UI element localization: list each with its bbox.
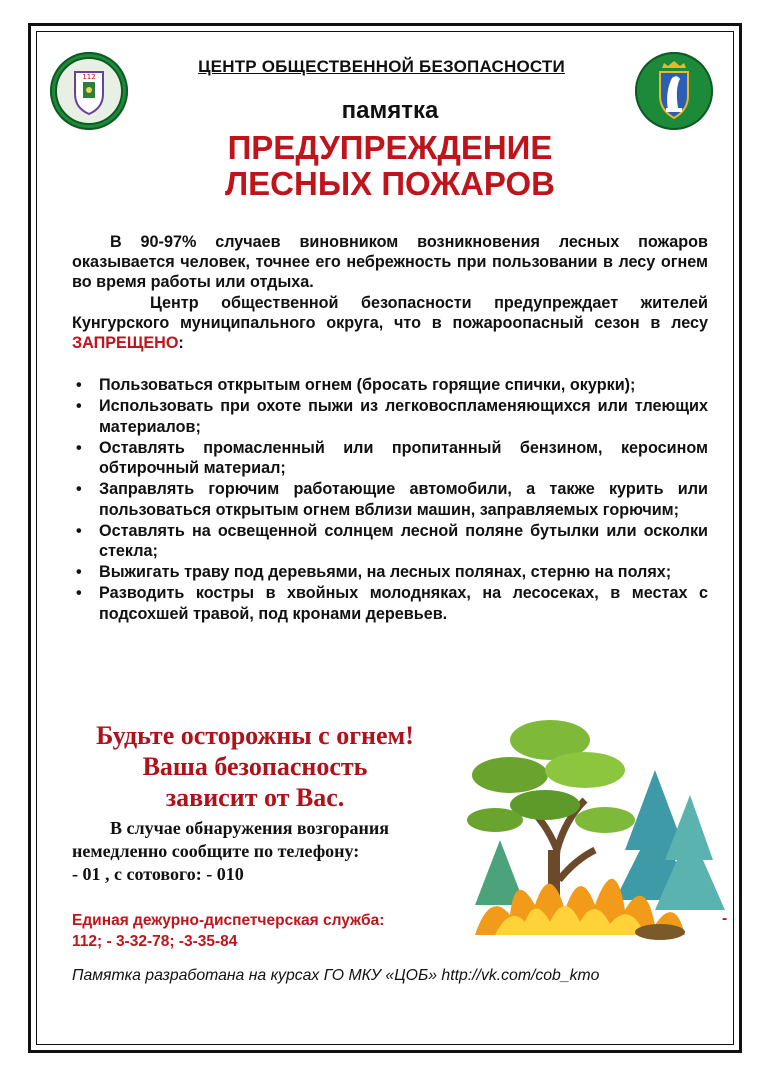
- main-title: [0, 130, 763, 202]
- intro-text: В 90-97% случаев виновником возникновения лесных пожаров оказывается человек, точнее его небрежность при пользовании в лесу огнем во время работы или отдыха.: [72, 233, 708, 291]
- list-item: • Использовать при охоте пыжи из легковоспламеняющихся или тлеющих материалов;: [72, 396, 708, 437]
- caution-line-2: Ваша безопасность: [142, 752, 368, 781]
- list-item: • Пользоваться открытым огнем (бросать горящие спички, окурки);: [72, 375, 708, 396]
- list-item: • Оставлять промасленный или пропитанный бензином, керосином обтирочный материал;: [72, 438, 708, 479]
- list-item: • Заправлять горючим работающие автомобили, а также курить или пользоваться открытым огнем вблизи машин, заправляемых горючим;: [72, 479, 708, 520]
- report-line-1: В случае обнаружения возгорания: [110, 818, 389, 838]
- warning-paragraph: [72, 293, 708, 353]
- memo-label: памятка: [341, 97, 439, 124]
- warning-text: Центр общественной безопасности предупреждает жителей Кунгурского муниципального округа, что в пожароопасный сезон в лесу: [72, 294, 708, 332]
- footer-credit: Памятка разработана на курсах ГО МКУ «ЦОБ» http://vk.com/cob_kmo: [72, 967, 600, 984]
- caution-slogan: [70, 720, 440, 813]
- main-title-line-1: ПРЕДУПРЕЖДЕНИЕ: [227, 129, 553, 166]
- dispatch-service-info: [72, 910, 384, 952]
- intro-paragraph: [72, 232, 708, 292]
- list-item: • Оставлять на освещенной солнцем лесной поляне бутылки или осколки стекла;: [72, 521, 708, 562]
- dispatch-service-label: Единая дежурно-диспетчерская служба:: [72, 912, 385, 929]
- report-line-3: - 01 , с сотового: - 010: [72, 864, 244, 884]
- report-instructions: [72, 817, 442, 886]
- prohibitions-list: [72, 375, 708, 625]
- prohibited-word: ЗАПРЕЩЕНО: [72, 334, 179, 352]
- dispatch-service-phones: 112; - 3-32-78; -3-35-84: [72, 933, 238, 950]
- warning-colon: :: [178, 334, 184, 352]
- caution-line-1: Будьте осторожны с огнем!: [96, 721, 414, 750]
- forest-fire-illustration: [455, 700, 728, 950]
- list-item: • Разводить костры в хвойных молодняках, на лесосеках, в местах с подсохшей травой, под кронами деревьев.: [72, 583, 708, 624]
- report-line-2: немедленно сообщите по телефону:: [72, 841, 360, 861]
- organization-title: ЦЕНТР ОБЩЕСТВЕННОЙ БЕЗОПАСНОСТИ: [198, 57, 565, 76]
- list-item: • Выжигать траву под деревьями, на лесных полянах, стерню на полях;: [72, 562, 708, 583]
- emblem-112-text: 112: [82, 73, 96, 81]
- caution-line-3: зависит от Вас.: [165, 783, 345, 812]
- main-title-line-2: ЛЕСНЫХ ПОЖАРОВ: [225, 165, 555, 202]
- trailing-dash: -: [722, 910, 728, 927]
